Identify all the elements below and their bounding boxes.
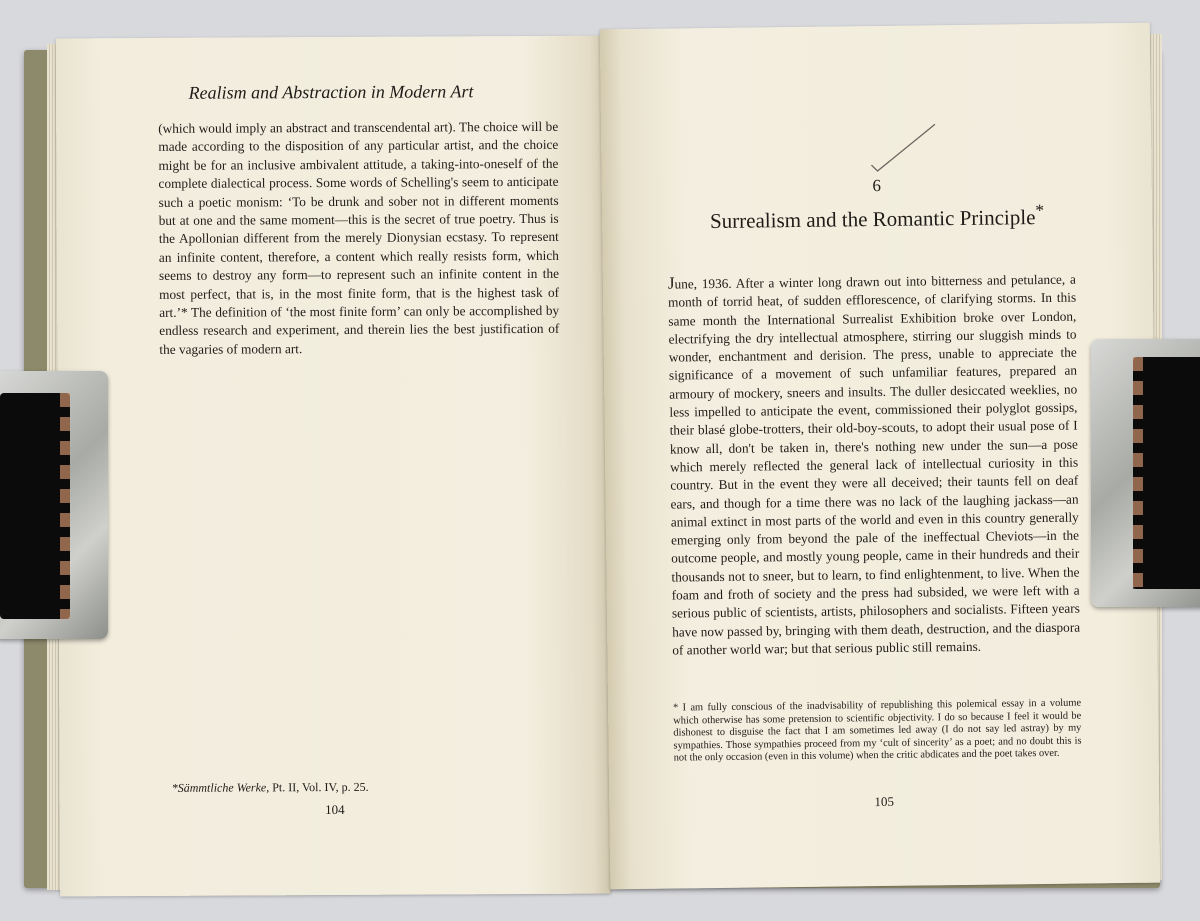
chapter-title-text: Surrealism and the Romantic Principle xyxy=(709,205,1036,234)
page-clip-right xyxy=(1091,339,1200,607)
right-page-footnote: * I am fully conscious of the inadvisability of republishing this polemical essay in a volume which otherwise has some pretension to scientific objectivity. I do so because I feel it would be dishonest to disguise the fact that I am sometimes led away (I do not say led astray) by my sympathies. Those sympathies proceed from my ‘cult of sincerity’ as a poet; and no doubt this is not the only occasion (even in this volume) when the critic abdicates and the poet takes over. xyxy=(672,697,1082,764)
footnote-work-title: *Sämmtliche Werke xyxy=(171,780,267,795)
right-page-body xyxy=(668,270,1081,660)
clip-window-right xyxy=(1133,357,1200,589)
footnote-reference: , Pt. II, Vol. IV, p. 25. xyxy=(266,779,369,795)
clip-spring-right xyxy=(1133,357,1143,589)
chapter-title xyxy=(662,197,1092,234)
chapter-number: 6 xyxy=(872,175,882,196)
left-page-body: (which would imply an abstract and transcendental art). The choice will be made according to the disposition of any particular artist, and the choice might be for an inclusive ambivalent attitude, a taking-into-oneself of the complete dialectical process. Some words of Schelling's seem to anticipate such a poetic monism: ‘To be drunk and sober not in different moments but at one and the same moment—this is the secret of true poetry. Thus is the Apollonian different from the merely Dionysian ecstasy. To represent an infinite content, therefore, a content which really resists form, which seems to destroy any form—to represent such an infinite content in the most perfect, that is, in the most finite form, that is the highest task of art.’* The definition of ‘the most finite form’ can only be accomplished by endless research and experiment, and therein lies the best justification of the vagaries of modern art. xyxy=(158,118,560,357)
clip-window-left xyxy=(0,393,70,619)
page-clip-left xyxy=(0,371,108,639)
page-number-right: 105 xyxy=(874,793,895,810)
chapter-title-footnote-marker: * xyxy=(1035,199,1045,221)
left-page xyxy=(56,36,610,897)
pencil-check-mark xyxy=(863,120,944,181)
page-number-left: 104 xyxy=(325,801,345,818)
right-page xyxy=(600,23,1160,890)
drop-cap: J xyxy=(667,273,675,293)
left-page-footnote xyxy=(172,780,369,796)
clip-spring-left xyxy=(60,393,70,619)
right-page-body-text: une, 1936. After a winter long drawn out into bitterness and petulance, a month of torrid heat, of sudden efflorescence, of clarifying storms. In this same month the International Surrealist Exhibition broke over London, electrifying the dry intellectual atmosphere, stirring our sluggish minds to wonder, enchantment and derision. The press, unable to appreciate the significance of a movement of such unfamiliar features, prepared an armoury of mockery, sneers and insults. The duller desiccated weeklies, no less impelled to anticipate the event, commissioned their polyglot gossips, their blasé globe-trotters, their old-boy-scouts, to adopt their usual pose of I know all, don't be taken in, there's nothing new under the sun—a pose which merely reflected the general lack of intellectual curiosity in this country. But in the event they were all deceived; their taunts fell on deaf ears, and though for a time there was no lack of the laughing jackass—an animal extinct in most parts of the world and even in this country generally emerging only from beyond the pale of the ineffectual Cheviots—in the outcome people, and mostly young people, came in their hundreds and their thousands not to sneer, but to learn, to find enlightenment, to live. When the foam and froth of society and the press had subsided, we were left with a serious public of scientists, artists, philosophers and socialists. Fifteen years have now passed by, bringing with them death, destruction, and the diaspora of another world war; but that serious public still remains. xyxy=(668,271,1081,658)
running-head: Realism and Abstraction in Modern Art xyxy=(188,81,474,103)
